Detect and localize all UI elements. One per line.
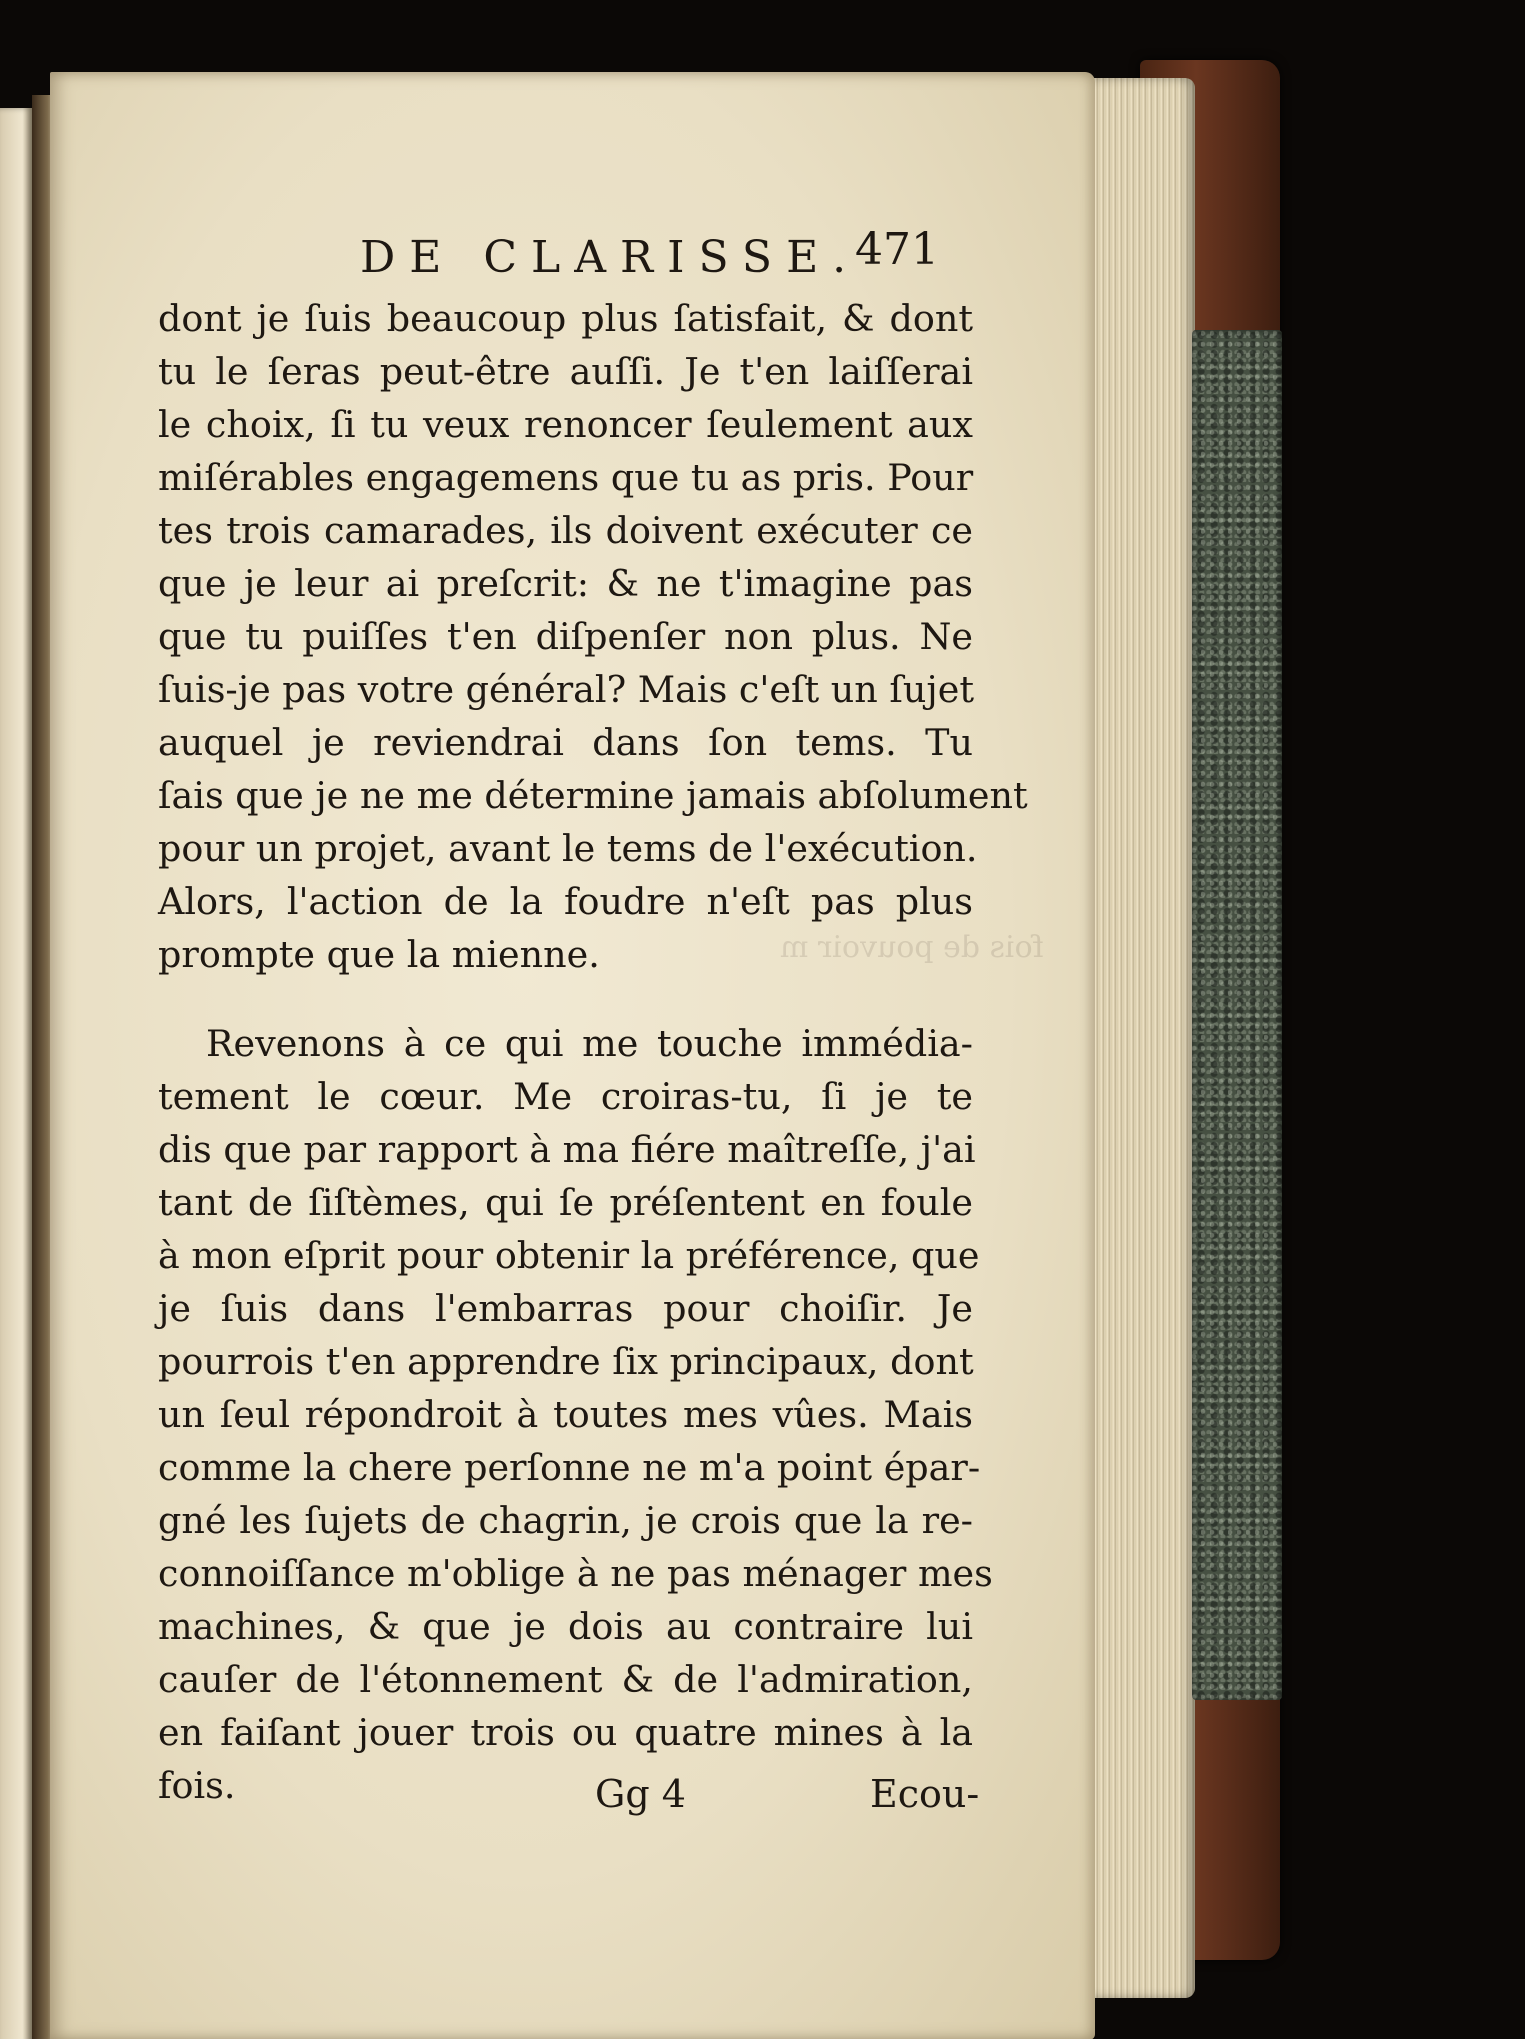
text-line: en faiſant jouer trois ou quatre mines à la <box>158 1711 973 1754</box>
text-line: que tu puiſſes t'en diſpenſer non plus. Ne <box>158 615 973 658</box>
text-line: Alors, l'action de la foudre n'eſt pas plus <box>158 880 973 923</box>
book-page <box>50 72 1095 2039</box>
text-line: tu le ſeras peut-être auſſi. Je t'en laiſſerai <box>158 350 973 393</box>
text-line: dis que par rapport à ma fiére maîtreſſe, j'ai <box>158 1128 976 1171</box>
text-line: tement le cœur. Me croiras-tu, ſi je te <box>158 1075 973 1118</box>
text-line: tant de ſiſtèmes, qui ſe préſentent en foule <box>158 1181 973 1224</box>
text-line: que je leur ai preſcrit: & ne t'imagine pas <box>158 562 973 605</box>
facing-page-edge <box>0 108 32 2039</box>
show-through-text: fois de pouvoir m <box>780 930 1044 965</box>
signature-mark: Gg 4 <box>595 1772 686 1816</box>
text-line: cauſer de l'étonnement & de l'admiration, <box>158 1658 973 1701</box>
text-line: gné les ſujets de chagrin, je crois que la re- <box>158 1499 973 1542</box>
text-line: à mon eſprit pour obtenir la préférence, que <box>158 1234 980 1277</box>
text-line: dont je ſuis beaucoup plus ſatisfait, & dont <box>158 297 973 340</box>
text-line: je ſuis dans l'embarras pour choiſir. Je <box>158 1287 973 1330</box>
text-line: ſuis-je pas votre général? Mais c'eſt un ſujet <box>158 668 974 711</box>
text-line: connoiſſance m'oblige à ne pas ménager mes <box>158 1552 993 1595</box>
text-line: comme la chere perſonne ne m'a point épar- <box>158 1446 981 1489</box>
text-line: Revenons à ce qui me touche immédia- <box>206 1022 973 1065</box>
body-text <box>158 292 1028 1812</box>
running-head-title: DE CLARISSE. <box>360 232 861 283</box>
text-line: le choix, ſi tu veux renoncer ſeulement aux <box>158 403 973 446</box>
text-line: auquel je reviendrai dans ſon tems. Tu <box>158 721 973 764</box>
text-line: miſérables engagemens que tu as pris. Pour <box>158 456 974 499</box>
paragraph <box>158 1017 973 1070</box>
text-line: pourrois t'en apprendre ſix principaux, dont <box>158 1340 974 1383</box>
text-line: un ſeul répondroit à toutes mes vûes. Mais <box>158 1393 973 1436</box>
text-line: prompte que la mienne. <box>158 933 600 976</box>
paragraph-continued <box>158 1070 993 1812</box>
text-line: ſais que je ne me détermine jamais abſolument <box>158 774 1028 817</box>
page-number: 471 <box>855 224 939 275</box>
text-line: fois. <box>158 1764 236 1807</box>
catchword: Ecou- <box>870 1772 980 1816</box>
page-footer <box>170 1772 990 1832</box>
marbled-board <box>1192 330 1282 1700</box>
text-line: tes trois camarades, ils doivent exécuter ce <box>158 509 973 552</box>
paragraph <box>158 292 1028 981</box>
running-head <box>310 224 1010 292</box>
text-line: machines, & que je dois au contraire lui <box>158 1605 973 1648</box>
text-line: pour un projet, avant le tems de l'exécution. <box>158 827 978 870</box>
